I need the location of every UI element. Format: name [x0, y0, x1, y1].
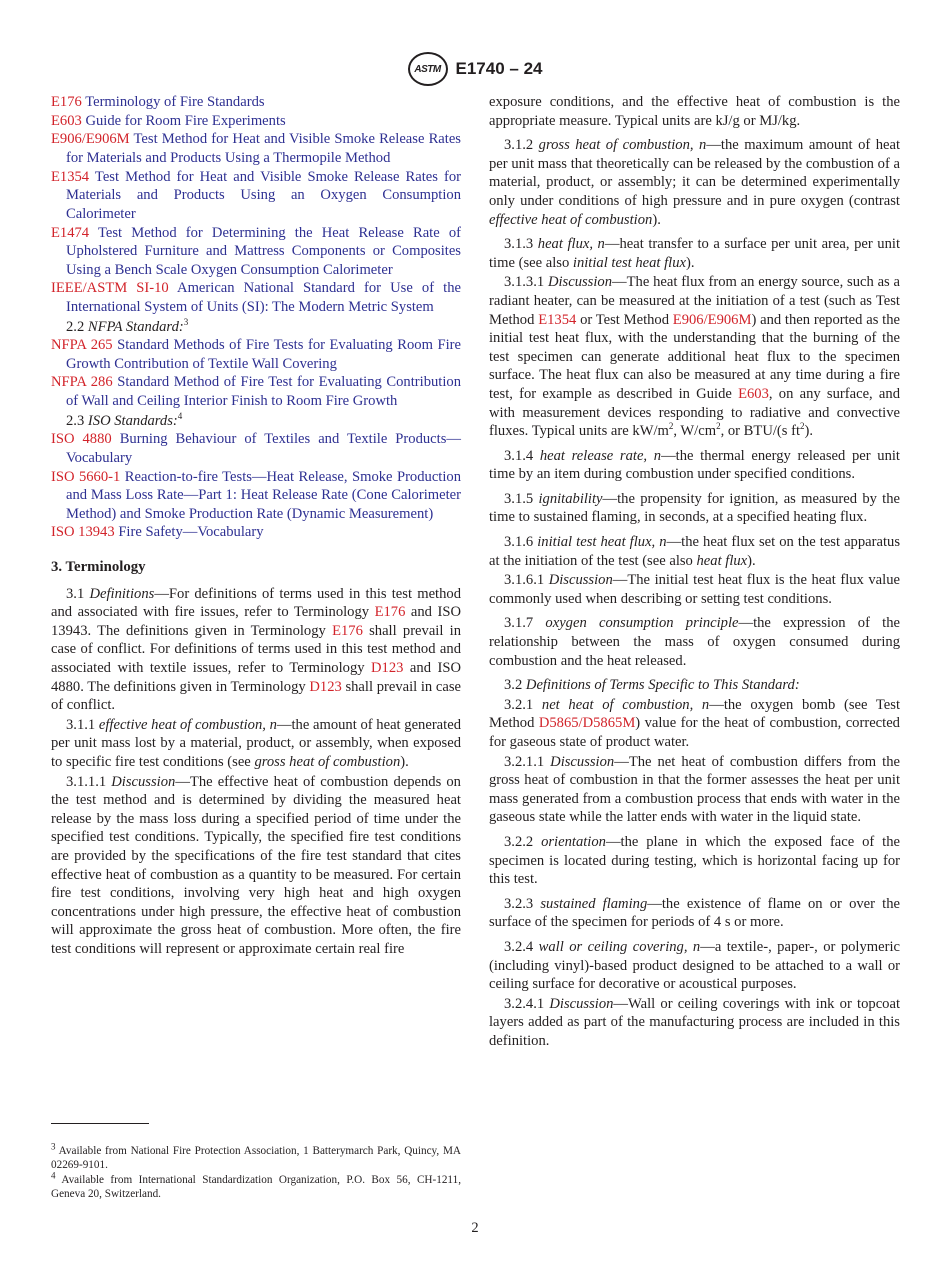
- footnote-3: $^3$ Available from National Fire Protection Association, 1 Batterymarch Park, Quincy, MA 02269-9101.: [51, 1141, 461, 1172]
- reference-link[interactable]: E1354: [538, 311, 577, 328]
- reference-link[interactable]: D5865/D5865M: [538, 715, 636, 732]
- page-number: 2: [471, 1220, 479, 1236]
- section-heading-terminology: 3. Terminology: [51, 559, 146, 575]
- reference-link[interactable]: E176: [374, 604, 406, 621]
- reference-item: [51, 336, 461, 373]
- right-column: [489, 93, 900, 1057]
- footnote-ref[interactable]: 3: [183, 316, 189, 327]
- paragraph-3-1-1-1: 3.1.1.1 Discussion—The effective heat of combustion depends on the test method and is determined by dividing the measured heat release by the mass loss during a specified period of time under the specified test conditions. Typically, the specified fire test conditions are provided by the specifications of the fire test standard that cites effective heat of combustion as a quantity to be measured. For certain fire test conditions, involving very high heat and high oxygen concentrations under high pressure, the effective heat of combustion will approximate the gross heat of combustion. More often, the fire test conditions will represent or approximate certain real fire: [51, 773, 461, 957]
- reference-title-link[interactable]: Test Method for Heat and Visible Smoke Release Rates for Materials and Products Using an Oxygen Consumption Calorimeter: [66, 168, 461, 222]
- paragraph-3-1-7: 3.1.7 oxygen consumption principle—the expression of the relationship between the mass of oxygen consumed during combustion and the heat released.: [489, 615, 900, 669]
- iso-subheading: 2.3 ISO Standards:$^4$: [66, 410, 183, 429]
- reference-link[interactable]: E603: [738, 385, 769, 402]
- reference-title-link[interactable]: Burning Behaviour of Textiles and Textile Products—Vocabulary: [66, 431, 461, 466]
- left-column: [51, 93, 461, 959]
- reference-link[interactable]: E906/E906M: [672, 311, 752, 328]
- reference-title-link[interactable]: Test Method for Heat and Visible Smoke Release Rates for Materials and Products Using a Thermopile Method: [66, 131, 461, 166]
- reference-item: [51, 168, 461, 224]
- reference-code-link[interactable]: E176: [51, 94, 82, 110]
- reference-code-link[interactable]: NFPA 286: [51, 374, 113, 391]
- reference-title-link[interactable]: Standard Methods of Fire Tests for Evaluating Room Fire Growth Contribution of Textile Wall Covering: [66, 337, 461, 372]
- paragraph-continuation: exposure conditions, and the effective heat of combustion is the appropriate measure. Typical units are kJ/g or MJ/kg.: [489, 94, 900, 129]
- reference-code-link[interactable]: E1474: [51, 224, 90, 241]
- page-header: [0, 52, 950, 86]
- reference-list-b: [51, 336, 461, 410]
- reference-code-link[interactable]: E1354: [51, 168, 90, 185]
- reference-item: [51, 130, 461, 167]
- reference-code-link[interactable]: NFPA 265: [51, 337, 113, 354]
- paragraph-3-2-4: 3.2.4 wall or ceiling covering, n—a textile-, paper-, or polymeric (including vinyl)-based product designed to be attached to a wall or ceiling surface for decorative or acoustical purposes.: [489, 938, 900, 993]
- paragraph-3-2: 3.2 Definitions of Terms Specific to This Standard:: [504, 677, 800, 694]
- paragraph-3-2-3: 3.2.3 sustained flaming—the existence of flame on or over the surface of the specimen for periods of 4 s or more.: [489, 895, 900, 931]
- reference-item: [51, 523, 461, 542]
- reference-list-a: [51, 93, 461, 317]
- paragraph-3-1-4: 3.1.4 heat release rate, n—the thermal energy released per unit time by an item during combustion under specified conditions.: [489, 447, 900, 483]
- paragraph-3-1-3-1: 3.1.3.1 Discussion—The heat flux from an energy source, such as a radiant heater, can be measured at the initiation of a test (such as Test Method E1354 or Test Method E906/E906M) and then reported as the initial test heat flux, with the understanding that the burning of the test specimen can generate additional heat flux to the specimen surface. The heat flux can also be measured at any time during a fire test, for example as described in Guide E603, on any surface, and with measurement devices responding to radiative and convective fluxes. Typical units are $kW/m^2$, $W/cm^2$, or BTU/(s $ft^2$).: [489, 274, 901, 440]
- reference-code-link[interactable]: ISO 4880: [51, 431, 112, 448]
- paragraph-3-1-6-1: 3.1.6.1 Discussion—The initial test heat flux is the heat flux value commonly used when describing or setting test conditions.: [489, 572, 900, 607]
- reference-link[interactable]: D123: [309, 678, 342, 695]
- paragraph-3-2-4-1: 3.2.4.1 Discussion—Wall or ceiling coverings with ink or topcoat layers added as part of the manufacturing process are included in this definition.: [489, 995, 900, 1049]
- nfpa-subheading: 2.2 NFPA Standard:$^3$: [66, 316, 189, 335]
- reference-item: [51, 279, 461, 316]
- reference-title-link[interactable]: Standard Method of Fire Test for Evaluating Contribution of Wall and Ceiling Interior Finish to Room Fire Growth: [66, 374, 461, 410]
- reference-list-c: [51, 430, 461, 542]
- reference-item: [51, 430, 461, 467]
- paragraph-3-2-1-1: 3.2.1.1 Discussion—The net heat of combustion differs from the gross heat of combustion in that the former assesses the heat per unit mass generated from a combustion process that ends with water in the gaseous state while the latter ends with water in the liquid state.: [489, 753, 900, 826]
- reference-code-link[interactable]: ISO 13943: [51, 524, 115, 541]
- reference-title-link[interactable]: Test Method for Determining the Heat Release Rate of Upholstered Furniture and Mattress Components or Composites Using a Bench Scale Oxygen Consumption Calorimeter: [66, 224, 461, 278]
- paragraph-3-1: 3.1 Definitions—For definitions of terms used in this test method and associated with fire issues, refer to Terminology E176 and ISO 13943. The definitions given in Terminology E176 shall prevail in case of conflict. For definitions of terms used in this test method and associated with textile issues, refer to Terminology D123 and ISO 4880. The definitions given in Terminology D123 shall prevail in case of conflict.: [51, 585, 461, 714]
- paragraph-3-1-3: 3.1.3 heat flux, n—heat transfer to a surface per unit area, per unit time (see also initial test heat flux).: [489, 236, 900, 271]
- reference-item: [51, 112, 461, 131]
- reference-link[interactable]: E176: [332, 622, 363, 639]
- reference-code-link[interactable]: E603: [51, 112, 82, 129]
- reference-link[interactable]: D123: [371, 659, 404, 676]
- reference-title-link[interactable]: American National Standard for Use of the International System of Units (SI): The Modern Metric System: [66, 280, 461, 315]
- reference-title-link[interactable]: Fire Safety—Vocabulary: [118, 524, 264, 541]
- reference-item: [51, 373, 461, 410]
- footnote-divider: [51, 1123, 149, 1124]
- reference-code-link[interactable]: ISO 5660-1: [51, 468, 121, 485]
- reference-title-link[interactable]: Guide for Room Fire Experiments: [85, 112, 286, 129]
- reference-item: [51, 93, 461, 112]
- paragraph-3-2-1: 3.2.1 net heat of combustion, n—the oxygen bomb (see Test Method D5865/D5865M) value for the heat of combustion, corrected for gaseous state of product water.: [489, 696, 900, 750]
- reference-code-link[interactable]: E906/E906M: [51, 131, 130, 148]
- reference-item: [51, 224, 461, 280]
- paragraph-3-1-2: 3.1.2 gross heat of combustion, n—the maximum amount of heat per unit mass that theoretically can be released by the combustion of a material, product, or assembly; it can be determined experimentally only under conditions of high pressure and in pure oxygen (contrast effective heat of combustion).: [489, 137, 900, 228]
- footnote-4: $^4$ Available from International Standardization Organization, P.O. Box 56, CH-1211, Geneva 20, Switzerland.: [51, 1170, 461, 1201]
- paragraph-3-1-6: 3.1.6 initial test heat flux, n—the heat flux set on the test apparatus at the initiation of the test (see also heat flux).: [489, 534, 900, 569]
- astm-logo: ASTM: [408, 52, 448, 86]
- paragraph-3-2-2: 3.2.2 orientation—the plane in which the exposed face of the specimen is located during testing, which is horizontal facing up for this test.: [489, 833, 900, 888]
- reference-title-link[interactable]: Reaction-to-fire Tests—Heat Release, Smoke Production and Mass Loss Rate—Part 1: Heat Release Rate (Cone Calorimeter Method) and Smoke Production Rate (Dynamic Measurement): [66, 468, 462, 522]
- reference-title-link[interactable]: Terminology of Fire Standards: [85, 94, 265, 110]
- paragraph-3-1-5: 3.1.5 ignitability—the propensity for ignition, as measured by the time to sustained flaming, in seconds, at a specified heating flux.: [489, 490, 901, 526]
- standard-designation: E1740 – 24: [455, 59, 543, 78]
- reference-code-link[interactable]: IEEE/ASTM SI-10: [51, 280, 169, 297]
- paragraph-3-1-1: 3.1.1 effective heat of combustion, n—the amount of heat generated per unit mass lost by a material, product, or assembly, when exposed to specific fire test conditions (see gross heat of combustion).: [51, 716, 461, 770]
- reference-item: [51, 468, 461, 524]
- footnote-ref[interactable]: 4: [177, 410, 183, 421]
